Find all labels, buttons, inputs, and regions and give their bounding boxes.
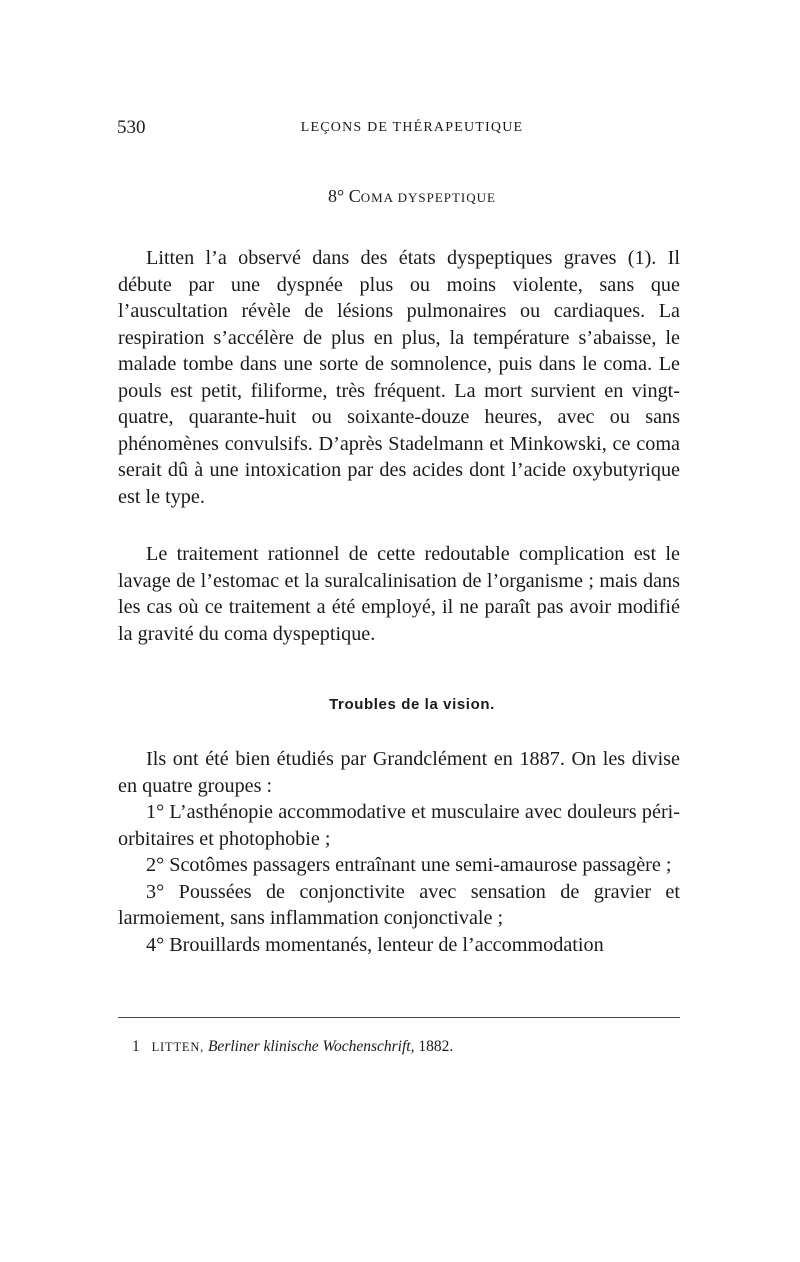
footnote-journal: Berliner klinische Wochenschrift, <box>207 1038 415 1055</box>
subheading-vision: Troubles de la vision. <box>329 696 495 713</box>
list-item-text: 4° Brouillards momentanés, lenteur de l’accommodation <box>146 933 604 956</box>
paragraph-treatment <box>118 541 680 647</box>
footnote-author: LITTEN, <box>151 1040 205 1054</box>
footnote-year: 1882. <box>418 1038 454 1055</box>
list-item <box>118 852 680 879</box>
paragraph-coma-description <box>118 245 680 510</box>
section-title-first: C <box>348 186 361 206</box>
footnote-number: 1 <box>132 1038 140 1055</box>
vision-intro-text: Ils ont été bien étudiés par Grandclément en 1887. On les divise en quatre groupes : <box>118 748 680 797</box>
section-title-rest: OMA DYSPEPTIQUE <box>360 190 496 205</box>
page-number: 530 <box>117 117 146 138</box>
running-title: LEÇONS DE THÉRAPEUTIQUE <box>300 120 524 135</box>
section-number: 8° <box>328 186 345 206</box>
list-item <box>118 879 680 932</box>
list-item-text: 2° Scotômes passagers entraînant une semi-amaurose passagère ; <box>146 854 672 876</box>
paragraph-text: Litten l’a observé dans des états dyspeptiques graves (1). Il débute par une dyspnée plus ou moins violente, sans que l’auscultation révèle de lésions pulmonaires ou cardiaques. La respiration s’accélère de plus en plus, la température s’abaisse, le malade tombe dans une sorte de somnolence, puis dans le coma. Le pouls est petit, filiforme, très fréquent. La mort survient en vingt-quatre, quarante-huit ou soixante-douze heures, avec ou sans phénomènes convulsifs. D’après Stadelmann et Minkowski, ce coma serait dû à une intoxication par des acides dont l’acide oxybutyrique est le type. <box>118 247 680 508</box>
footnote <box>132 1038 453 1056</box>
list-item <box>118 932 680 959</box>
page-header <box>117 117 687 141</box>
list-item-text: 3° Poussées de conjonctivite avec sensation de gravier et larmoiement, sans inflammation conjonctivale ; <box>118 880 680 929</box>
list-item-text: 1° L’asthénopie accommodative et musculaire avec douleurs péri-orbitaires et photophobie ; <box>118 801 680 850</box>
paragraph-text: Le traitement rationnel de cette redoutable complication est le lavage de l’estomac et la suralcalinisation de l’organisme ; mais dans les cas où ce traitement a été employé, il ne paraît pas avoir modifié la gravité du coma dyspeptique. <box>118 543 680 645</box>
vision-intro <box>118 746 680 799</box>
list-item <box>118 799 680 852</box>
vision-section <box>118 746 680 958</box>
section-title <box>0 186 800 207</box>
footnote-divider <box>118 1017 680 1018</box>
